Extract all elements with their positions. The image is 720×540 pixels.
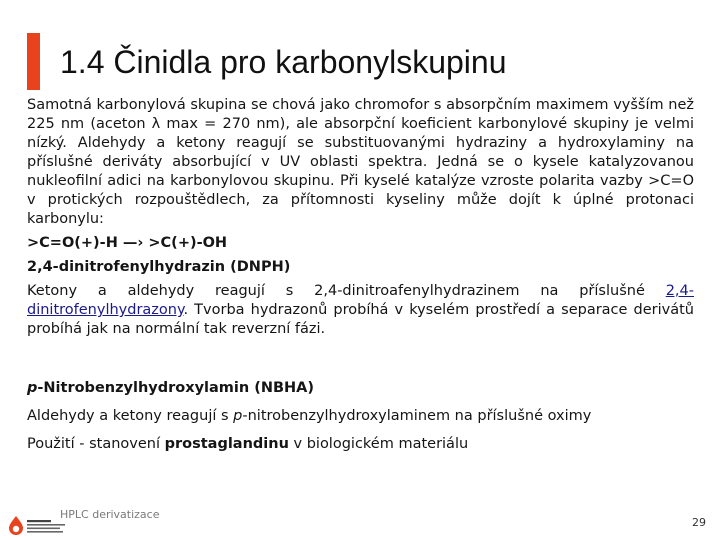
nbha-heading [27, 374, 694, 402]
dnph-heading: 2,4-dinitrofenylhydrazin (DNPH) [27, 259, 291, 275]
page-number: 29 [692, 516, 706, 529]
dnph-hydrazone-link[interactable]: 2,4-dinitrofenylhydrazony [27, 283, 694, 318]
nbha-line2-after: v biologickém materiálu [288, 436, 469, 452]
nbha-heading-italic-prefix: p [27, 380, 38, 396]
slide-title: 1.4 Činidla pro karbonylskupinu [60, 44, 507, 80]
reaction-equation: >C=O(+)-H —› >C(+)-OH [27, 235, 228, 251]
nbha-line2-bold: prostaglandinu [164, 436, 289, 452]
nbha-line2-before: Použití - stanovení [27, 436, 165, 452]
dnph-paragraph [27, 282, 694, 339]
slide-content [27, 96, 694, 458]
dnph-text-after: . Tvorba hydrazonů probíhá v kyselém prostředí a separace derivátů probíhá jak na normální tak reverzní fázi. [27, 302, 694, 337]
nbha-line-1 [27, 402, 694, 430]
footer-text: HPLC derivatizace [60, 508, 160, 521]
title-accent-bar [27, 33, 40, 90]
intro-paragraph: Samotná karbonylová skupina se chová jako chromofor s absorpčním maximem vyšším než 225 nm (aceton λ max = 270 nm), ale absorpční koeficient karbonylové skupiny je velmi nízký. Aldehydy a ketony reagují se substituovanými hydraziny a hydroxylaminy na příslušné deriváty absorbující v UV oblasti spektra. Jedná se o kysele katalyzovanou nukleofilní adici na karbonylovou skupinu. Při kyselé katalýze vzroste polarita vazby >C=O v protických rozpouštědlech, za přítomnosti kyseliny může dojít k úplné protonaci karbonylu: [27, 97, 694, 227]
nbha-line1-before: Aldehydy a ketony reagují s [27, 408, 234, 424]
nbha-heading-rest: -Nitrobenzylhydroxylamin (NBHA) [37, 380, 315, 396]
nbha-line1-italic: p [233, 408, 243, 424]
dnph-text-before: Ketony a aldehydy reagují s 2,4-dinitroafenylhydrazinem na příslušné [27, 283, 666, 299]
nbha-line1-after: -nitrobenzylhydroxylaminem na příslušné oximy [242, 408, 592, 424]
nbha-line-2 [27, 430, 694, 458]
